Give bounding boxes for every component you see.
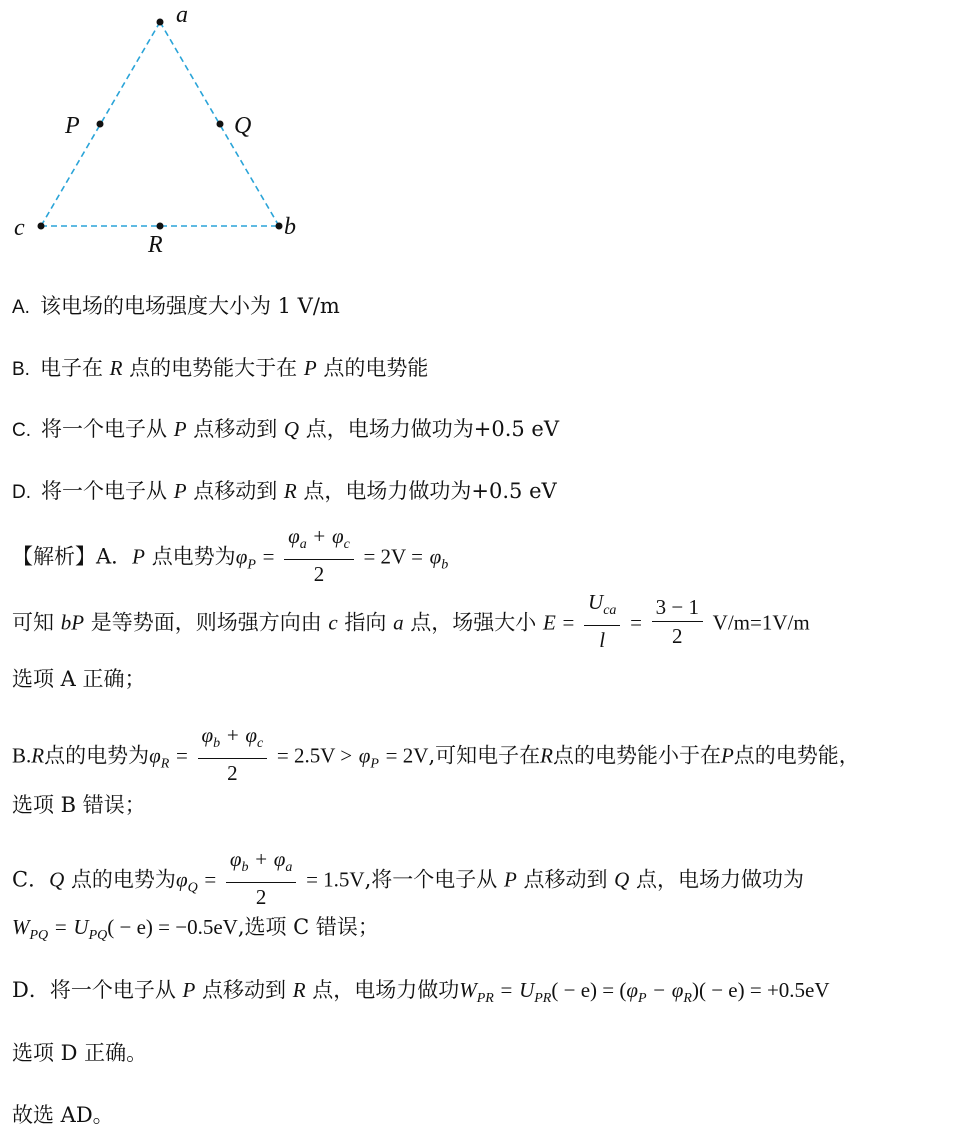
a2-var-c: c — [328, 610, 338, 635]
a7-sub-w: PQ — [29, 928, 49, 943]
a4-text-3: 点的电势能小于在 — [552, 743, 721, 768]
a8-text-2: 点，电场力做功 — [312, 978, 460, 1002]
analysis-line-6 — [12, 849, 804, 913]
a4-denominator: 2 — [227, 761, 238, 785]
a6-var-Q2: Q — [614, 867, 630, 892]
label-R: R — [148, 232, 163, 258]
a1-fraction — [284, 523, 354, 587]
a8-minus: − — [653, 978, 666, 1002]
a3-text: 选项 A 正确； — [12, 667, 146, 691]
a8-lead: D．将一个电子从 — [12, 978, 176, 1002]
label-Q: Q — [234, 113, 252, 139]
a4-sub-r: R — [160, 756, 170, 772]
option-c-text-2: 点移动到 — [193, 417, 278, 441]
a2-eq2: = — [630, 610, 642, 635]
a6-num-sub-a: a — [285, 860, 293, 875]
analysis-line-8 — [12, 975, 830, 1014]
a8-sub-2: R — [683, 991, 692, 1006]
analysis-line-4 — [12, 725, 860, 789]
option-d-var-2: R — [283, 479, 297, 503]
a1-eq: = — [262, 544, 275, 569]
a9-text: 选项 D 正确。 — [12, 1041, 148, 1065]
a6-fraction — [226, 846, 296, 910]
a8-phi-1: φ — [626, 978, 638, 1002]
analysis-line-2 — [12, 592, 810, 656]
a1-numerator — [284, 523, 354, 560]
a6-plus: + — [255, 847, 268, 871]
a8-sub-u: PR — [534, 991, 552, 1006]
a4-var-P: P — [720, 743, 734, 768]
analysis-line-3 — [12, 664, 146, 694]
a1-var-P: P — [132, 544, 145, 569]
a2-text-3: 指向 — [344, 610, 387, 635]
a2-numerator-1 — [584, 589, 620, 626]
a4-num-phi-b: φ — [201, 723, 214, 747]
a7-W: W — [12, 915, 30, 939]
label-b: b — [284, 214, 296, 240]
a8-m2: )( − e) = +0.5eV — [691, 978, 830, 1002]
triangle-diagram — [0, 0, 320, 270]
point-Q — [217, 121, 224, 128]
a7-eq: = — [54, 915, 67, 939]
option-c-var-2: Q — [283, 417, 300, 441]
a6-text-3: 点移动到 — [523, 867, 608, 892]
a1-denominator: 2 — [313, 562, 325, 586]
option-c-text-3: 点，电场力做功为+0.5 eV — [305, 417, 560, 441]
a6-num-phi-a: φ — [273, 847, 286, 871]
a2-U-sub: ca — [603, 603, 617, 618]
a6-numerator — [226, 846, 296, 883]
point-R — [157, 223, 164, 230]
a1-plus: + — [313, 524, 326, 548]
a2-text-1: 可知 — [12, 610, 54, 635]
a6-var-P: P — [503, 867, 517, 892]
a1-sub-b: b — [441, 557, 449, 573]
label-a: a — [176, 2, 188, 28]
a2-fraction-2 — [652, 594, 703, 649]
point-a — [157, 19, 164, 26]
a1-text: 点电势为 — [151, 544, 236, 569]
a7-rest: ( − e) = −0.5eV — [107, 915, 238, 939]
point-b — [276, 223, 283, 230]
a8-m1: ( − e) = ( — [551, 978, 627, 1002]
a6-num-sub-b: b — [241, 860, 249, 875]
a2-denominator-1: l — [599, 628, 606, 652]
a4-text-4: 点的电势能， — [733, 743, 860, 768]
a1-num-phi-c: φ — [331, 524, 344, 548]
a6-sub-q: Q — [187, 880, 198, 896]
option-d-key: D. — [12, 482, 31, 503]
option-b-key: B. — [12, 359, 30, 380]
option-a-text: 该电场的电场强度大小为 1 V/m — [39, 294, 340, 318]
a8-U: U — [519, 978, 535, 1002]
a1-sub-p: P — [247, 557, 256, 573]
option-a-key: A. — [12, 297, 30, 318]
option-d — [12, 476, 557, 508]
a6-text-4: 点，电场力做功为 — [636, 867, 805, 892]
a8-var-P: P — [182, 978, 196, 1002]
a2-numerator-2: 3 − 1 — [652, 594, 703, 622]
a4-eq: = — [175, 743, 188, 768]
option-d-text-3: 点，电场力做功为+0.5 eV — [303, 479, 557, 503]
a4-lead: B. — [12, 743, 32, 768]
a4-phi-p: φ — [358, 743, 371, 768]
a4-var-R: R — [31, 743, 45, 768]
a1-rhs: = 2V = — [363, 544, 423, 569]
a6-denominator: 2 — [255, 885, 267, 909]
a4-text-1: 点的电势为 — [44, 743, 150, 768]
point-P — [97, 121, 104, 128]
a6-lead: C． — [12, 867, 50, 892]
a1-phi: φ — [235, 544, 248, 569]
a4-fraction — [198, 722, 268, 786]
a6-text-2: ,将一个电子从 — [364, 867, 498, 892]
a2-U: U — [588, 590, 604, 614]
a4-num-sub-c: c — [256, 736, 264, 751]
a4-sub-p: P — [370, 756, 379, 772]
option-c — [12, 414, 559, 446]
option-d-text-1: 将一个电子从 — [41, 479, 167, 503]
a6-var-Q: Q — [49, 867, 65, 892]
a2-fraction-1 — [584, 589, 620, 653]
label-P: P — [65, 113, 80, 139]
a1-num-sub-c: c — [343, 537, 350, 552]
analysis-line-5 — [12, 790, 146, 820]
option-d-var-1: P — [173, 479, 187, 503]
a8-text-1: 点移动到 — [202, 978, 287, 1002]
a4-text-2: ,可知电子在 — [428, 743, 541, 768]
a4-phi: φ — [149, 743, 161, 768]
analysis-line-9 — [12, 1038, 147, 1068]
a6-rhs: = 1.5V — [306, 867, 365, 892]
a6-text-1: 点的电势为 — [70, 867, 176, 892]
a8-var-R: R — [292, 978, 306, 1002]
option-b-var-2: P — [303, 356, 317, 380]
a1-num-phi-a: φ — [288, 524, 300, 548]
option-c-key: C. — [12, 420, 31, 441]
option-c-var-1: P — [173, 417, 187, 441]
option-d-text-2: 点移动到 — [193, 479, 278, 503]
option-b-text-3: 点的电势能 — [323, 356, 429, 380]
a4-var-R2: R — [540, 743, 553, 768]
option-b-var-1: R — [109, 356, 123, 380]
a7-tail: ,选项 C 错误； — [237, 915, 379, 939]
a7-sub-u: PQ — [88, 928, 108, 943]
option-b-text-2: 点的电势能大于在 — [129, 356, 298, 380]
a8-eq: = — [500, 978, 513, 1002]
a4-rhs: = 2V — [385, 743, 429, 768]
a6-num-phi-b: φ — [229, 847, 242, 871]
label-c: c — [14, 215, 25, 241]
option-c-text-1: 将一个电子从 — [41, 417, 167, 441]
a2-eq: = — [562, 610, 575, 635]
analysis-line-10 — [12, 1100, 114, 1130]
analysis-line-1 — [12, 526, 448, 590]
a5-text: 选项 B 错误； — [12, 793, 146, 817]
a8-phi-2: φ — [671, 978, 684, 1002]
a4-num-phi-c: φ — [245, 723, 257, 747]
analysis-line-7 — [12, 912, 379, 951]
a10-text: 故选 AD。 — [12, 1103, 114, 1127]
a6-phi: φ — [175, 867, 188, 892]
a6-eq: = — [204, 867, 217, 892]
a4-mid: = 2.5V > — [276, 743, 353, 768]
a2-var-bP: bP — [60, 610, 85, 635]
a4-plus: + — [226, 723, 239, 747]
a2-E: E — [542, 610, 556, 635]
option-a — [12, 291, 340, 323]
a2-tail: V/m=1V/m — [712, 610, 810, 635]
a1-phi-b: φ — [429, 544, 442, 569]
point-c — [38, 223, 45, 230]
option-b — [12, 353, 428, 385]
a2-text-2: 是等势面，则场强方向由 — [90, 610, 322, 635]
a2-text-4: 点，场强大小 — [410, 610, 537, 635]
a4-numerator — [198, 722, 268, 759]
a4-num-sub-b: b — [213, 736, 221, 751]
a2-var-a: a — [393, 610, 404, 635]
analysis-heading: 【解析】A． — [12, 544, 133, 569]
a7-U: U — [73, 915, 89, 939]
a8-sub-1: P — [637, 991, 647, 1006]
a2-denominator-2: 2 — [672, 623, 683, 648]
a1-num-sub-a: a — [299, 537, 307, 552]
option-b-text-1: 电子在 — [39, 356, 103, 380]
a8-W: W — [459, 978, 477, 1002]
a8-sub-w: PR — [476, 991, 494, 1006]
